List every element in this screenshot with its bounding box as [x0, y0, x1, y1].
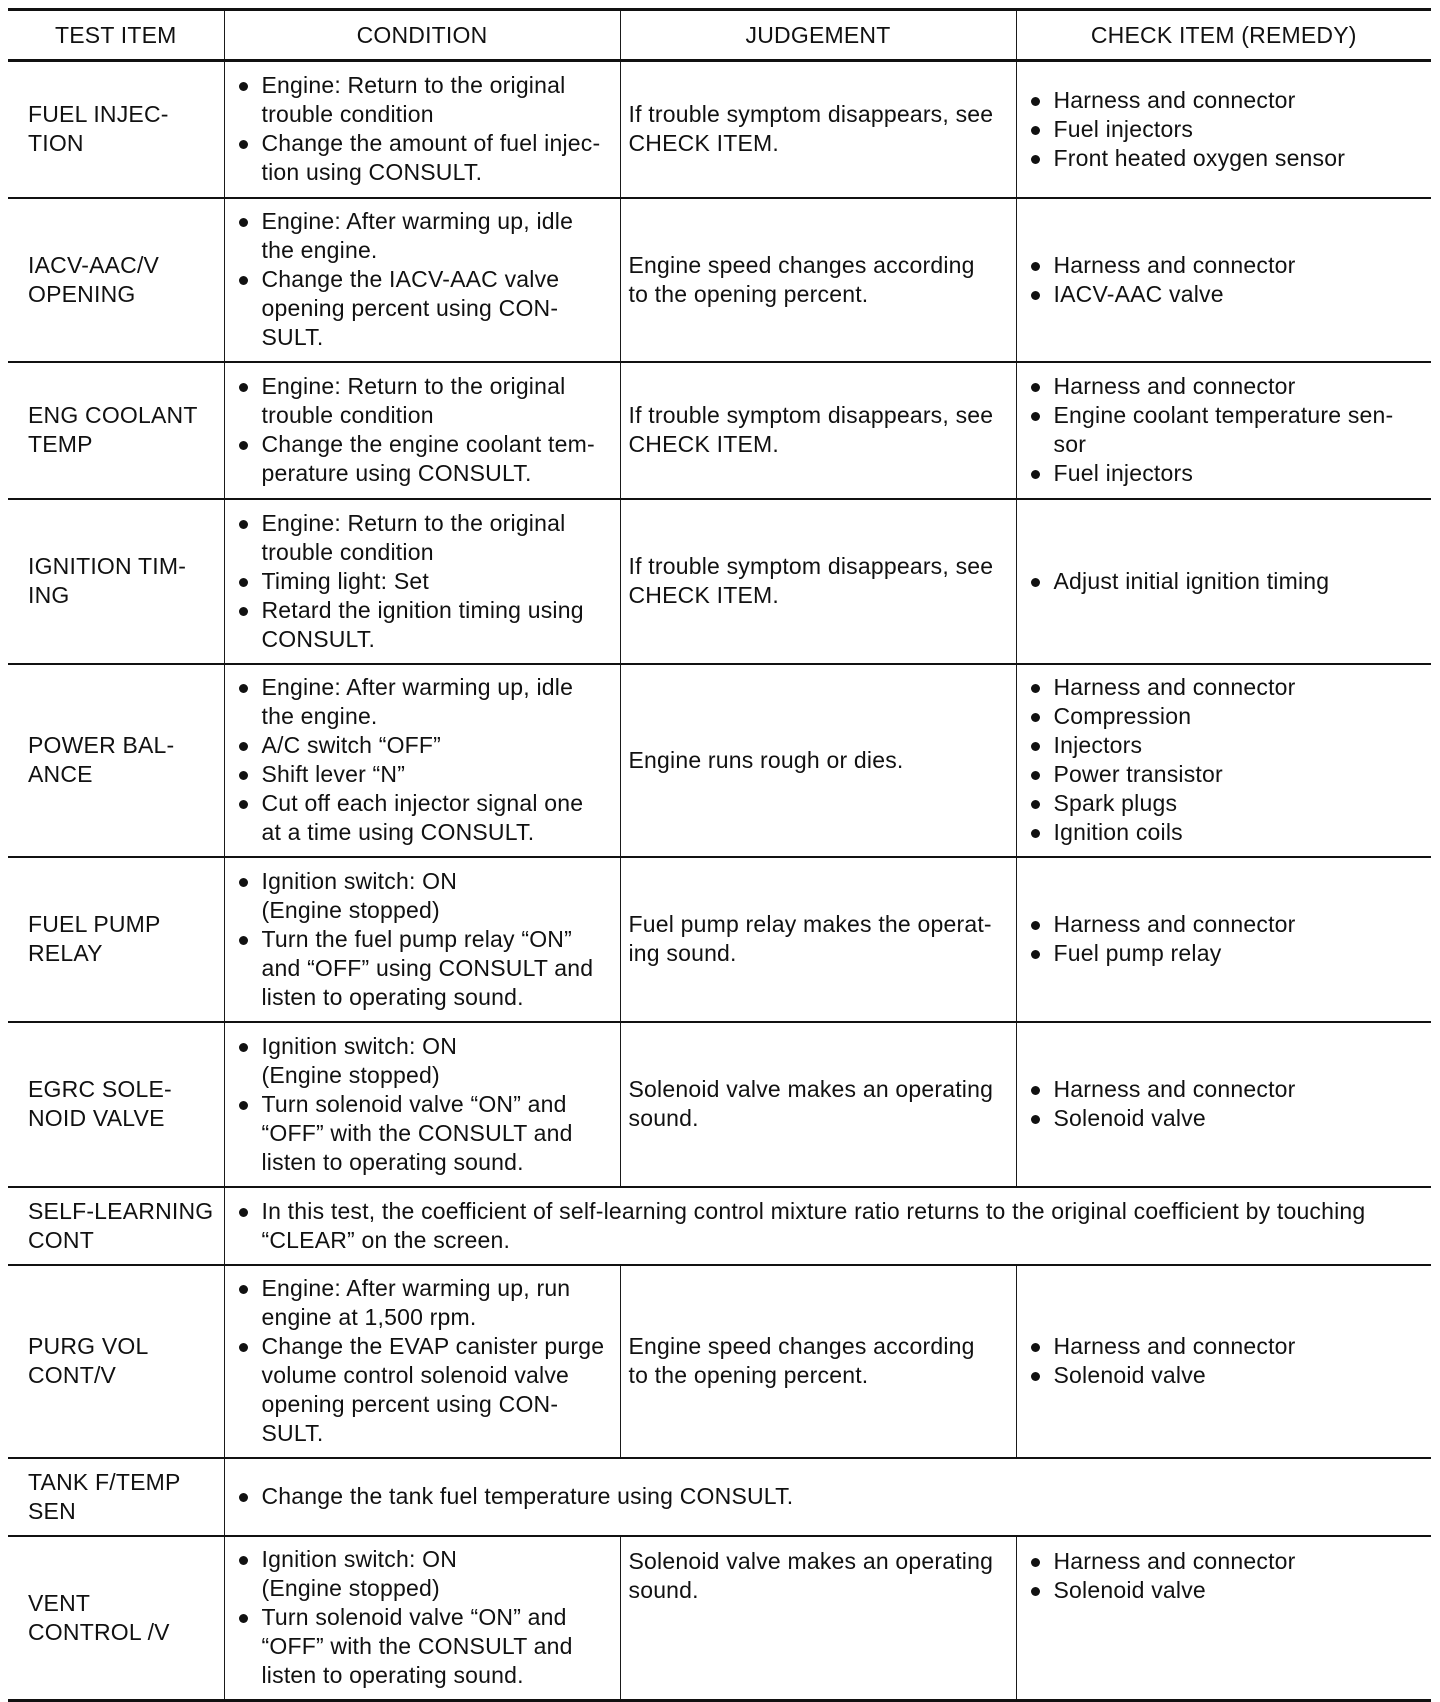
condition-cell — [224, 1536, 620, 1701]
table-row — [8, 61, 1431, 198]
list-item: Engine: After warming up, idle the engine. — [234, 673, 614, 731]
header-check-item: CHECK ITEM (REMEDY) — [1016, 10, 1431, 61]
condition-list — [234, 867, 614, 1012]
list-item: Ignition switch: ON (Engine stopped) — [234, 1032, 614, 1090]
list-item: Harness and connector — [1026, 910, 1426, 939]
list-item: Change the EVAP canister purge volume control solenoid valve opening percent using CON- SULT. — [234, 1332, 614, 1448]
table-row — [8, 198, 1431, 362]
list-item: Harness and connector — [1026, 673, 1426, 702]
test-item-cell: EGRC SOLE- NOID VALVE — [8, 1022, 224, 1187]
bullet-list — [234, 1482, 1426, 1511]
test-item-cell: VENT CONTROL /V — [8, 1536, 224, 1701]
list-item: Change the amount of fuel injec- tion using CONSULT. — [234, 129, 614, 187]
header-test-item: TEST ITEM — [8, 10, 224, 61]
list-item: Fuel injectors — [1026, 459, 1426, 488]
judgement-cell: If trouble symptom disappears, see CHECK ITEM. — [620, 362, 1016, 499]
header-judgement: JUDGEMENT — [620, 10, 1016, 61]
list-item: Turn solenoid valve “ON” and “OFF” with the CONSULT and listen to operating sound. — [234, 1603, 614, 1690]
list-item: Retard the ignition timing using CONSULT. — [234, 596, 614, 654]
list-item: Timing light: Set — [234, 567, 614, 596]
check-item-cell — [1016, 61, 1431, 198]
list-item: Engine: After warming up, idle the engine. — [234, 207, 614, 265]
list-item: Harness and connector — [1026, 1075, 1426, 1104]
list-item: Harness and connector — [1026, 251, 1426, 280]
check-item-list — [1026, 910, 1426, 968]
test-item-cell: ENG COOLANT TEMP — [8, 362, 224, 499]
check-item-cell — [1016, 1536, 1431, 1701]
list-item: Shift lever “N” — [234, 760, 614, 789]
list-item: Turn solenoid valve “ON” and “OFF” with the CONSULT and listen to operating sound. — [234, 1090, 614, 1177]
list-item: Change the tank fuel temperature using CONSULT. — [234, 1482, 1426, 1511]
list-item: Solenoid valve — [1026, 1104, 1426, 1133]
check-item-cell — [1016, 664, 1431, 857]
list-item: In this test, the coefficient of self-learning control mixture ratio returns to the original coefficient by touching “CLEAR” on the screen. — [234, 1197, 1426, 1255]
list-item: Solenoid valve — [1026, 1576, 1426, 1605]
test-item-cell: TANK F/TEMP SEN — [8, 1458, 224, 1536]
table-row — [8, 664, 1431, 857]
check-item-list — [1026, 372, 1426, 488]
table-row — [8, 499, 1431, 664]
header-condition: CONDITION — [224, 10, 620, 61]
check-item-cell — [1016, 1022, 1431, 1187]
condition-cell — [224, 1265, 620, 1458]
list-item: Ignition switch: ON (Engine stopped) — [234, 867, 614, 925]
check-item-cell — [1016, 499, 1431, 664]
list-item: Spark plugs — [1026, 789, 1426, 818]
judgement-cell: Engine speed changes according to the opening percent. — [620, 1265, 1016, 1458]
check-item-list — [1026, 86, 1426, 173]
condition-cell — [224, 61, 620, 198]
list-item: Solenoid valve — [1026, 1361, 1426, 1390]
list-item: Adjust initial ignition timing — [1026, 567, 1426, 596]
table-header-row — [8, 10, 1431, 61]
list-item: Fuel injectors — [1026, 115, 1426, 144]
table-row — [8, 1458, 1431, 1536]
list-item: Ignition switch: ON (Engine stopped) — [234, 1545, 614, 1603]
test-item-cell: FUEL INJEC- TION — [8, 61, 224, 198]
check-item-cell — [1016, 362, 1431, 499]
condition-list — [234, 1545, 614, 1690]
table-row — [8, 362, 1431, 499]
test-item-cell: POWER BAL- ANCE — [8, 664, 224, 857]
active-test-table — [8, 8, 1431, 1702]
list-item: Engine: Return to the original trouble condition — [234, 509, 614, 567]
list-item: Front heated oxygen sensor — [1026, 144, 1426, 173]
condition-cell — [224, 664, 620, 857]
check-item-cell — [1016, 198, 1431, 362]
list-item: Harness and connector — [1026, 1332, 1426, 1361]
list-item: Power transistor — [1026, 760, 1426, 789]
condition-list — [234, 509, 614, 654]
list-item: Engine: After warming up, run engine at 1,500 rpm. — [234, 1274, 614, 1332]
table-row — [8, 1187, 1431, 1265]
judgement-cell: Engine runs rough or dies. — [620, 664, 1016, 857]
condition-cell — [224, 499, 620, 664]
condition-list — [234, 71, 614, 187]
table-row — [8, 1536, 1431, 1701]
test-item-cell: PURG VOL CONT/V — [8, 1265, 224, 1458]
check-item-cell — [1016, 1265, 1431, 1458]
judgement-cell: Fuel pump relay makes the operat- ing sound. — [620, 857, 1016, 1022]
list-item: Harness and connector — [1026, 1547, 1426, 1576]
test-item-cell: IACV-AAC/V OPENING — [8, 198, 224, 362]
check-item-list — [1026, 1075, 1426, 1133]
condition-cell — [224, 857, 620, 1022]
judgement-cell: If trouble symptom disappears, see CHECK ITEM. — [620, 499, 1016, 664]
list-item: IACV-AAC valve — [1026, 280, 1426, 309]
test-item-cell: IGNITION TIM- ING — [8, 499, 224, 664]
check-item-cell — [1016, 857, 1431, 1022]
condition-cell — [224, 362, 620, 499]
condition-list — [234, 673, 614, 847]
table-row — [8, 1022, 1431, 1187]
judgement-cell: Solenoid valve makes an operating sound. — [620, 1022, 1016, 1187]
check-item-list — [1026, 251, 1426, 309]
condition-list — [234, 207, 614, 352]
condition-list — [234, 1274, 614, 1448]
list-item: Fuel pump relay — [1026, 939, 1426, 968]
table-row — [8, 857, 1431, 1022]
test-item-cell: FUEL PUMP RELAY — [8, 857, 224, 1022]
test-item-table-page — [8, 8, 1431, 1702]
check-item-list — [1026, 673, 1426, 847]
test-item-cell: SELF-LEARNING CONT — [8, 1187, 224, 1265]
list-item: Compression — [1026, 702, 1426, 731]
list-item: Turn the fuel pump relay “ON” and “OFF” using CONSULT and listen to operating sound. — [234, 925, 614, 1012]
list-item: Engine: Return to the original trouble condition — [234, 372, 614, 430]
bullet-list — [234, 1197, 1426, 1255]
check-item-list — [1026, 567, 1426, 596]
list-item: Engine coolant temperature sen- sor — [1026, 401, 1426, 459]
check-item-list — [1026, 1547, 1426, 1605]
list-item: Injectors — [1026, 731, 1426, 760]
list-item: Change the engine coolant tem- perature using CONSULT. — [234, 430, 614, 488]
list-item: Ignition coils — [1026, 818, 1426, 847]
condition-cell — [224, 198, 620, 362]
full-width-condition-cell — [224, 1458, 1431, 1536]
judgement-cell: If trouble symptom disappears, see CHECK ITEM. — [620, 61, 1016, 198]
list-item: Harness and connector — [1026, 372, 1426, 401]
list-item: A/C switch “OFF” — [234, 731, 614, 760]
full-width-condition-cell — [224, 1187, 1431, 1265]
condition-cell — [224, 1022, 620, 1187]
check-item-list — [1026, 1332, 1426, 1390]
list-item: Cut off each injector signal one at a time using CONSULT. — [234, 789, 614, 847]
condition-list — [234, 372, 614, 488]
list-item: Harness and connector — [1026, 86, 1426, 115]
condition-list — [234, 1032, 614, 1177]
judgement-cell: Solenoid valve makes an operating sound. — [620, 1536, 1016, 1701]
judgement-cell: Engine speed changes according to the opening percent. — [620, 198, 1016, 362]
table-row — [8, 1265, 1431, 1458]
table-body — [8, 61, 1431, 1701]
list-item: Change the IACV-AAC valve opening percent using CON- SULT. — [234, 265, 614, 352]
list-item: Engine: Return to the original trouble condition — [234, 71, 614, 129]
